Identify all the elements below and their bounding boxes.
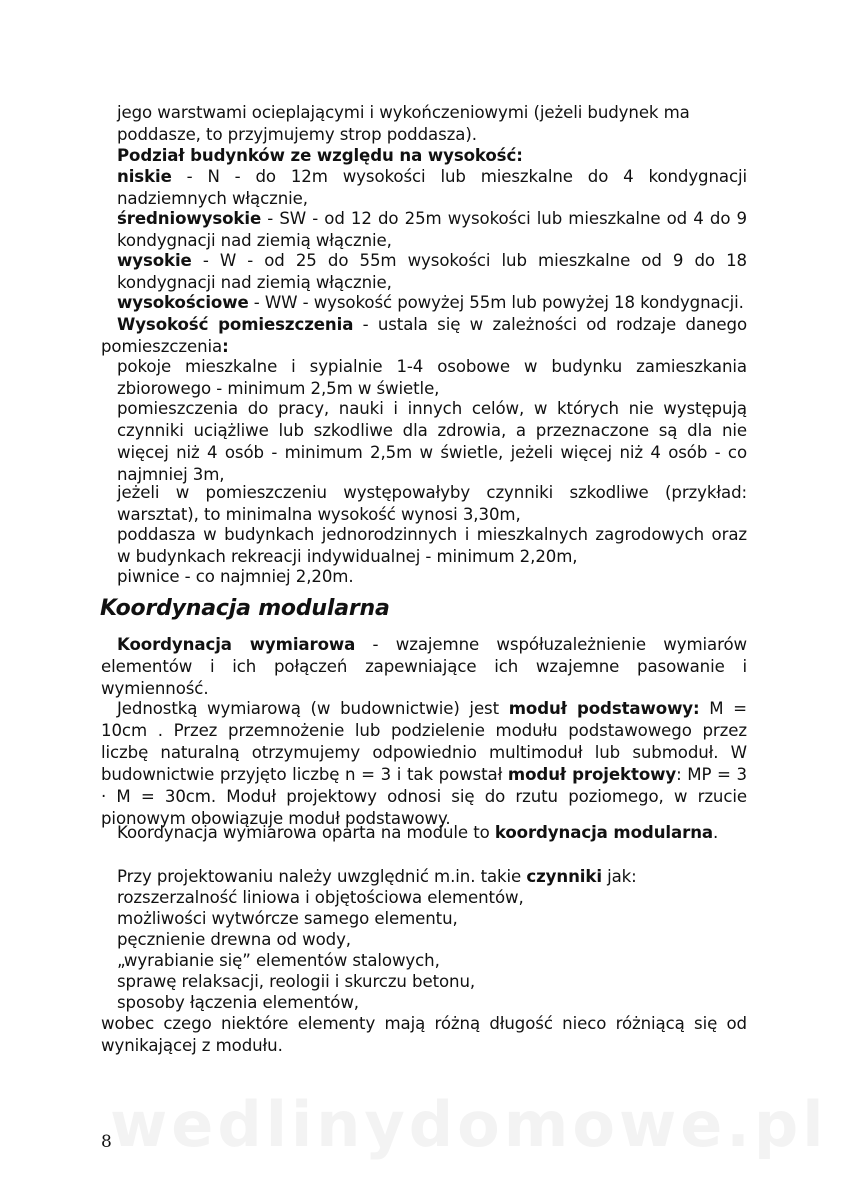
factors-intro: [117, 866, 637, 888]
room-height-text: - ustala się w zależności od rodzaje danego pomieszczenia: [101, 315, 748, 356]
modular-term: Koordynacja wymiarowa: [117, 635, 356, 654]
height-item-wysokie: [117, 250, 747, 294]
room-height-item: [117, 524, 747, 568]
intro-line: jego warstwami ocieplającymi i wykończeniowymi (jeżeli budynek ma: [117, 103, 690, 122]
intro-line: poddasze, to przyjmujemy strop poddasza).: [117, 125, 477, 144]
room-height-paragraph: [101, 314, 747, 358]
room-height-item-text: piwnice - co najmniej 2,20m.: [117, 567, 354, 586]
modular-text: M = 10cm . Przez przemnożenie lub podzielenie modułu podstawowego przez liczbę naturalną otrzymujemy odpowiednio multimoduł lub submoduł. W budownictwie przyjęto liczbę n = 3 i tak powstał: [101, 699, 747, 784]
factor-item: możliwości wytwórcze samego elementu,: [117, 909, 458, 928]
intro-paragraph: [117, 102, 747, 146]
factor-item: „wyrabianie się” elementów stalowych,: [117, 951, 440, 970]
height-item-niskie: [117, 166, 747, 210]
modular-text: .: [713, 823, 719, 842]
modular-text: Koordynacja wymiarowa oparta na module to: [117, 823, 495, 842]
factor-item: sprawę relaksacji, reologii i skurczu betonu,: [117, 972, 476, 991]
room-height-colon: :: [222, 337, 229, 356]
item-term: wysokościowe: [117, 293, 249, 312]
item-term: wysokie: [117, 251, 192, 270]
section-title: Koordynacja modularna: [100, 596, 390, 621]
item-term: niskie: [117, 167, 172, 186]
modular-text: - wzajemne współuzależnienie wymiarów elementów i ich połączeń zapewniające ich wzajemne pasowanie i wymienność.: [101, 635, 747, 698]
factor-item: rozszerzalność liniowa i objętościowa elementów,: [117, 888, 524, 907]
modular-paragraph-3: [117, 822, 718, 844]
item-text: - SW - od 12 do 25m wysokości lub mieszkalne od 4 do 9 kondygnacji nad ziemią włącznie,: [117, 209, 747, 250]
room-height-item: [117, 482, 747, 526]
room-height-item: [117, 356, 747, 400]
room-height-item: [117, 566, 354, 588]
height-item-sredniowysokie: [117, 208, 747, 252]
modular-term: moduł projektowy: [507, 765, 677, 784]
modular-term: moduł podstawowy:: [508, 699, 700, 718]
watermark-logo: wedlinydomowe.pl: [110, 1088, 828, 1161]
room-height-item-text: poddasza w budynkach jednorodzinnych i mieszkalnych zagrodowych oraz w budynkach rekreacji indywidualnej - minimum 2,20m,: [117, 525, 747, 566]
factors-text: Przy projektowaniu należy uwzględnić m.in. takie: [117, 867, 527, 886]
modular-paragraph-1: [101, 634, 747, 700]
height-division-heading: [117, 145, 523, 167]
room-height-item-text: jeżeli w pomieszczeniu występowałyby czynniki szkodliwe (przykład: warsztat), to minimalna wysokość wynosi 3,30m,: [117, 483, 747, 524]
page-number: 8: [101, 1132, 112, 1152]
item-term: średniowysokie: [117, 209, 262, 228]
factors-text: jak:: [601, 867, 637, 886]
item-text: - W - od 25 do 55m wysokości lub mieszkalne od 9 do 18 kondygnacji nad ziemią włącznie,: [117, 251, 747, 292]
modular-text: Jednostką wymiarową (w budownictwie) jest: [117, 699, 509, 718]
height-item-wysokosciowe: [117, 292, 747, 314]
modular-text: : MP = 3 · M = 30cm. Moduł projektowy odnosi się do rzutu poziomego, w rzucie pionowym obowiązuje moduł podstawowy.: [101, 765, 747, 828]
factor-item: pęcznienie drewna od wody,: [117, 930, 351, 949]
factors-conclusion: wobec czego niektóre elementy mają różną długość nieco różniącą się od wynikającej z modułu.: [101, 1014, 747, 1055]
room-height-item-text: pokoje mieszkalne i sypialnie 1-4 osobowe w budynku zamieszkania zbiorowego - minimum 2,5m w świetle,: [117, 357, 747, 398]
item-text: - WW - wysokość powyżej 55m lub powyżej 18 kondygnacji.: [248, 293, 744, 312]
heading-text: Podział budynków ze względu na wysokość:: [117, 146, 523, 165]
factors-term: czynniki: [526, 867, 602, 886]
room-height-item: [117, 398, 747, 486]
room-height-item-text: pomieszczenia do pracy, nauki i innych celów, w których nie występują czynniki uciążliwe lub szkodliwe dla zdrowia, a przeznaczone są dla nie więcej niż 4 osób - minimum 2,5m w świetle, jeżeli więcej niż 4 osób - co najmniej 3m,: [117, 399, 747, 484]
room-height-term: Wysokość pomieszczenia: [117, 315, 354, 334]
factor-item: sposoby łączenia elementów,: [117, 993, 359, 1012]
modular-paragraph-2: [101, 698, 747, 830]
item-text: - N - do 12m wysokości lub mieszkalne do 4 kondygnacji nadziemnych włącznie,: [117, 167, 747, 208]
modular-term: koordynacja modularna: [494, 823, 713, 842]
